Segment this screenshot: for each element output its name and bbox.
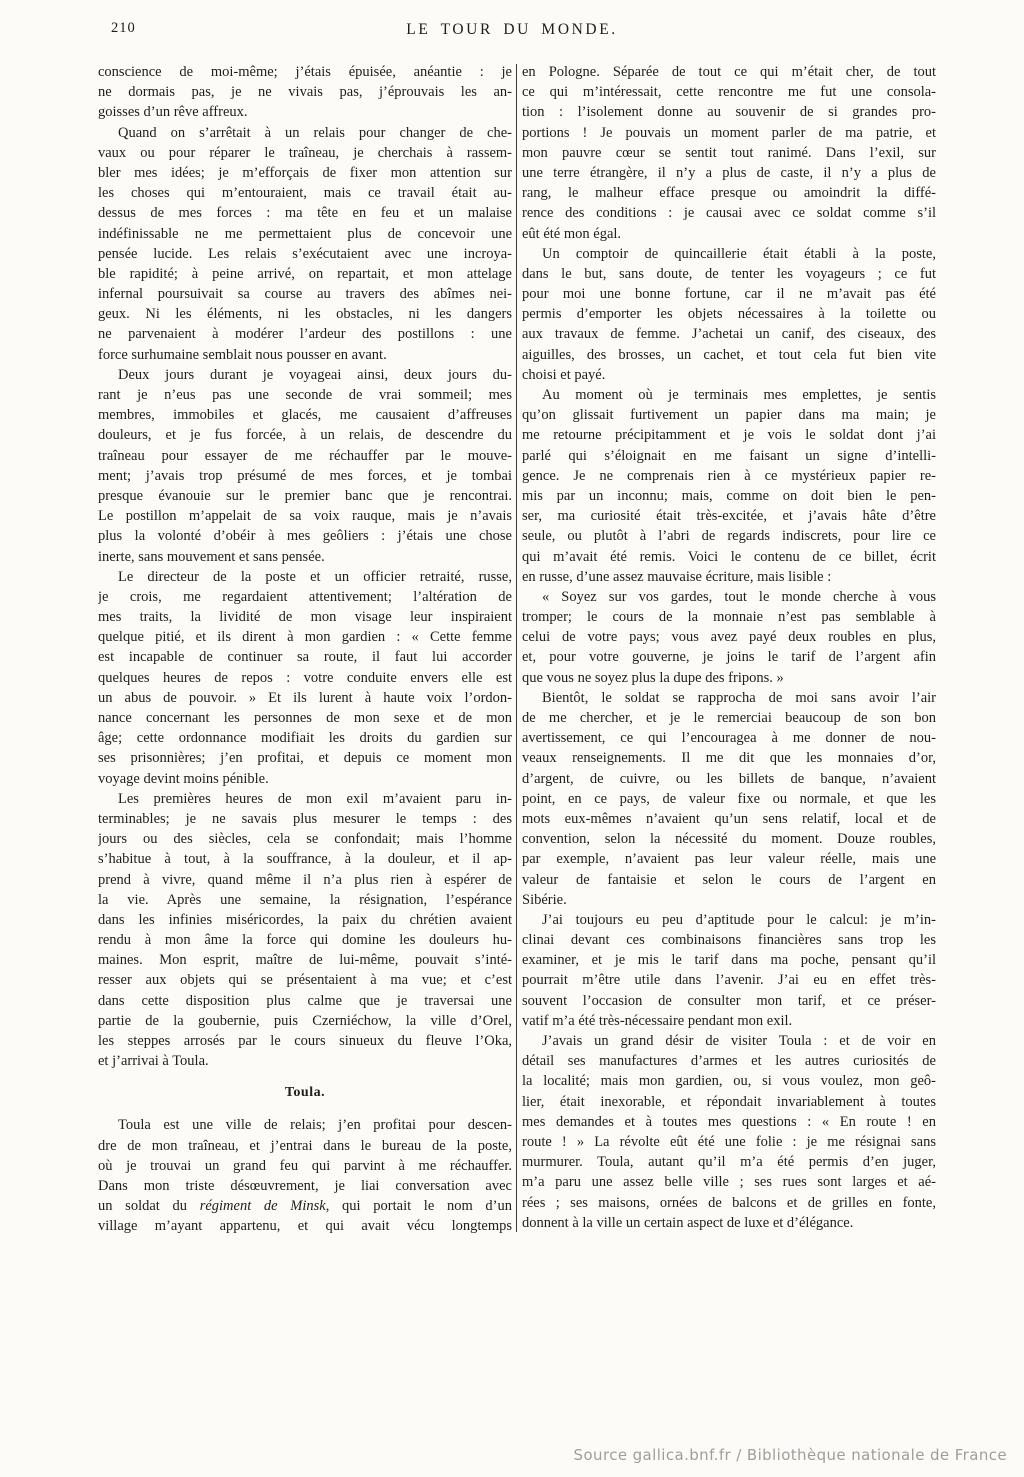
text-line: un abus de pouvoir. » Et ils lurent à haute voix l’ordon-: [98, 689, 512, 706]
text-line: veaux renseignements. Il me dit que les monnaies d’or,: [522, 750, 936, 767]
text-line: parlé qui s’éloignait en me faisant un signe d’intelli-: [522, 447, 936, 464]
text-line: mes demandes et à toutes mes questions : « En route ! en: [522, 1113, 936, 1130]
text-line: où je trouvai un grand feu qui parvint à me réchauffer.: [98, 1157, 512, 1174]
text-line: un soldat du régiment de Minsk, qui portait le nom d’un: [98, 1198, 512, 1215]
text-line: indéfinissable ne me permettaient plus de concevoir une: [98, 225, 512, 242]
text-line: les steppes arrosés par le cours sinueux du fleuve l’Oka,: [98, 1033, 512, 1049]
text-line: force surhumaine semblait nous pousser en avant.: [98, 346, 387, 363]
text-line: vaux ou pour réparer le traîneau, je cherchais à rassem-: [98, 144, 512, 161]
text-line: infernal poursuivait sa course au travers des abîmes nei-: [98, 286, 512, 303]
text-line: aux travaux de femme. J’achetai un canif, des ciseaux, des: [522, 326, 936, 343]
text-line: convention, selon la nécessité du moment. Douze roubles,: [522, 831, 936, 848]
text-line: J’ai toujours eu peu d’aptitude pour le calcul: je m’in-: [542, 911, 936, 928]
text-line: conscience de moi-même; j’étais épuisée, anéantie : je: [98, 64, 512, 80]
section-heading: Toula.: [284, 1085, 326, 1101]
text-line: en Pologne. Séparée de tout ce qui m’était cher, de tout: [522, 64, 936, 80]
text-line: voyage devint moins pénible.: [98, 770, 269, 787]
text-line: quelque pitié, et ils dirent à mon gardien : « Cette femme: [98, 629, 512, 646]
text-line: village m’ayant appartenu, et qui avait vécu longtemps: [98, 1218, 512, 1235]
text-line: dans les infinies miséricordes, la paix du chrétien avaient: [98, 911, 512, 928]
text-line: Dans mon triste désœuvrement, je liai conversation avec: [98, 1177, 512, 1194]
text-line: Sibérie.: [522, 891, 567, 908]
text-line: « Soyez sur vos gardes, tout le monde cherche à vous: [542, 588, 936, 605]
text-line: s’habitue à tout, à la souffrance, à la douleur, et il ap-: [98, 851, 512, 868]
text-line: Le postillon m’appelait de sa voix rauque, mais je n’avais: [98, 508, 512, 525]
text-line: mis par un inconnu; mais, comme on doit bien le pen-: [522, 487, 936, 504]
text-line: mes traits, la lividité de mon visage leur inspiraient: [98, 609, 512, 626]
text-line: la vie. Après une semaine, la résignation, l’espérance: [98, 891, 512, 908]
text-line: et j’arrivai à Toula.: [98, 1053, 209, 1070]
text-line: murmurer. Toula, autant qu’il m’a été permis d’en juger,: [522, 1154, 936, 1171]
text-line: resser aux objets qui se présentaient à ma vue; et c’est: [98, 972, 512, 989]
text-line: tromper; le cours de la monnaie n’est pas semblable à: [522, 609, 936, 626]
text-line: vatif m’a été très-nécessaire pendant mon exil.: [522, 1012, 793, 1029]
text-line: et, pour votre gouverne, je joins le tarif de l’argent afin: [522, 649, 936, 666]
text-line: clinai devant ces combinaisons financières sans trop les: [522, 932, 936, 949]
text-line: ne dormais pas, je ne vivais pas, j’éprouvais les an-: [98, 84, 512, 101]
text-line: inerte, sans mouvement et sans pensée.: [98, 548, 325, 565]
text-line: âge; cette ordonnance modifiait les droits du gardien sur: [98, 730, 512, 747]
text-line: donnent à la ville un certain aspect de luxe et d’élégance.: [522, 1214, 854, 1231]
text-line: Bientôt, le soldat se rapprocha de moi sans avoir l’air: [542, 689, 936, 706]
text-line: geux. Ni les éléments, ni les obstacles, ni les dangers: [98, 306, 512, 323]
text-line: rées ; ses maisons, ornées de balcons et de grilles en fonte,: [522, 1194, 936, 1211]
text-line: la localité; mais mon gardien, ou, si vous voulez, mon geô-: [522, 1073, 936, 1090]
text-line: prend à vivre, quand même il n’a plus rien à espérer de: [98, 871, 512, 888]
text-line: mon pauvre cœur se sentit tout ranimé. Dans l’exil, sur: [522, 144, 936, 161]
text-line: ment; j’avais trop présumé de mes forces, et je tombai: [98, 467, 512, 484]
text-line: m’a paru une assez belle ville ; ses rues sont larges et aé-: [522, 1174, 936, 1191]
text-line: choisi et payé.: [522, 366, 606, 383]
text-line: pensée lucide. Les relais s’exécutaient avec une incroya-: [98, 245, 512, 262]
text-line: qu’on glissait furtivement un papier dans ma main; je: [522, 407, 936, 424]
text-line: jours ou des siècles, cela se confondait; mais l’homme: [98, 831, 512, 848]
text-line: je crois, me regardaient attentivement; l’altération de: [98, 588, 512, 605]
left-column: [98, 62, 512, 1237]
source-attribution: Source gallica.bnf.fr / Bibliothèque nationale de France: [573, 1446, 1007, 1464]
text-line: souvent l’occasion de consulter mon tarif, et ce préser-: [522, 992, 936, 1009]
text-line: gence. Je ne comprenais rien à ce mystérieux papier re-: [522, 467, 936, 484]
text-line: J’avais un grand désir de visiter Toula : et de voir en: [542, 1033, 936, 1049]
text-line: dessus de mes forces : ma tête en feu et un malaise: [98, 205, 512, 222]
column-divider-rule: [516, 64, 517, 1232]
text-line: terminables; je ne savais plus mesurer le temps : des: [98, 810, 512, 827]
right-column: [522, 62, 936, 1233]
text-line: détail ses manufactures d’armes et les autres curiosités de: [522, 1053, 936, 1070]
text-line: partie de la goubernie, puis Czerniéchow, la ville d’Orel,: [98, 1012, 512, 1029]
text-line: lier, était inexorable, et répondait invariablement à toutes: [522, 1093, 936, 1110]
text-line: en russe, d’une assez mauvaise écriture, mais lisible :: [522, 568, 832, 585]
text-line: point, en ce pays, de valeur fixe ou normale, et que les: [522, 790, 936, 807]
text-line: par exemple, n’avaient pas leur valeur réelle, mais une: [522, 851, 936, 868]
text-line: Quand on s’arrêtait à un relais pour changer de che-: [118, 124, 512, 141]
italic-text: régiment de Minsk: [199, 1198, 326, 1215]
text-line: qui m’avait été remis. Voici le contenu de ce billet, écrit: [522, 548, 936, 565]
text-line: Toula est une ville de relais; j’en profitai pour descen-: [118, 1117, 512, 1134]
text-line: Un comptoir de quincaillerie était établi à la poste,: [542, 245, 936, 262]
text-line: celui de votre pays; vous avez payé deux roubles en plus,: [522, 629, 936, 646]
text-line: aiguilles, des brosses, un cachet, et tout cela fut bien vite: [522, 346, 936, 363]
text-line: dans le but, sans doute, de tenter les voyageurs ; ce fut: [522, 265, 936, 282]
text-line: ne parvenaient à modérer l’ardeur des postillons : une: [98, 326, 512, 343]
text-line: dre de mon traîneau, et j’entrai dans le bureau de la poste,: [98, 1137, 512, 1154]
journal-title: LE TOUR DU MONDE.: [406, 21, 618, 38]
text-line: eût été mon égal.: [522, 225, 622, 242]
text-line: Le directeur de la poste et un officier retraité, russe,: [118, 568, 512, 585]
text-line: tion : l’isolement donne au souvenir de si grandes pro-: [522, 104, 936, 121]
text-line: avertissement, ce qui l’encouragea à me donner de nou-: [522, 730, 936, 747]
page-number: 210: [111, 20, 136, 36]
text-line: maines. Mon esprit, maître de lui-même, pouvait s’inté-: [98, 952, 512, 969]
text-line: Deux jours durant je voyageai ainsi, deux jours du-: [118, 366, 512, 383]
text-line: quelques heures de repos : votre conduite envers elle est: [98, 669, 512, 686]
text-line: Les premières heures de mon exil m’avaient paru in-: [118, 790, 512, 807]
text-line: rang, le malheur efface presque ou amoindrit la diffé-: [522, 185, 936, 202]
text-line: Au moment où je terminais mes emplettes, je sentis: [542, 387, 936, 403]
text-line: que vous ne soyez plus la dupe des fripons. »: [522, 669, 784, 686]
text-line: mots eux-mêmes n’avaient qu’un sens relatif, local et de: [522, 810, 936, 827]
text-line: ble rapidité; à peine arrivé, on repartait, et mon attelage: [98, 265, 512, 282]
text-line: rendu à mon âme la force qui domine les douleurs hu-: [98, 932, 512, 949]
text-line: portions ! Je pouvais un moment parler de ma patrie, et: [522, 124, 936, 141]
text-line: rant je n’eus pas une seconde de vrai sommeil; mes: [98, 387, 512, 403]
text-line: d’argent, de cuivre, ou les billets de banque, n’avaient: [522, 770, 936, 787]
text-line: presque évanouie sur le premier banc que je rencontrai.: [98, 487, 512, 504]
text-line: rence des conditions : je causai avec ce soldat comme s’il: [522, 205, 936, 222]
text-line: nance concernant les personnes de mon sexe et de mon: [98, 710, 512, 726]
text-line: est incapable de continuer sa route, il faut lui accorder: [98, 649, 512, 666]
text-line: plus la volonté d’obéir à mes geôliers : j’étais une chose: [98, 528, 512, 545]
text-line: ce qui m’intéressait, cette rencontre me fut une consola-: [522, 84, 936, 101]
text-line: examiner, et je mis le tarif dans ma poche, pensant qu’il: [522, 952, 936, 969]
text-line: membres, immobiles et glacés, me causaient d’affreuses: [98, 407, 512, 424]
text-line: les choses qui m’entouraient, mais ce travail était au-: [98, 185, 512, 202]
text-line: de me chercher, et je le remerciai beaucoup de son bon: [522, 710, 936, 726]
text-line: goisses d’un rêve affreux.: [98, 104, 248, 121]
text-line: dans cette disposition plus calme que je traversai une: [98, 992, 512, 1009]
text-line: pour moi une bonne fortune, car il ne m’avait pas été: [522, 286, 936, 303]
text-line: valeur de fantaisie et selon le cours de l’argent en: [522, 871, 936, 888]
text-line: ses prisonnières; j’en profitai, et depuis ce moment mon: [98, 750, 512, 767]
text-line: seule, ou plutôt à l’abri de regards indiscrets, pour lire ce: [522, 528, 936, 545]
text-line: me retourne précipitamment et je vois le soldat dont j’ai: [522, 427, 936, 444]
text-line: douleurs, et je fus forcée, à un relais, de descendre du: [98, 427, 512, 444]
text-line: permis d’emporter les objets nécessaires à la toilette ou: [522, 306, 936, 323]
text-line: route ! » La révolte eût été une folie : je me résignai sans: [522, 1133, 936, 1150]
text-line: ser, ma curiosité était très-excitée, et j’avais hâte d’être: [522, 508, 936, 525]
text-line: une terre étrangère, il n’y a plus de caste, il n’y a plus de: [522, 164, 936, 181]
text-line: pourrait m’être utile dans l’avenir. J’ai eu en effet très-: [522, 972, 936, 989]
text-line: bler mes idées; je m’efforçais de fixer mon attention sur: [98, 164, 512, 181]
text-line: traîneau pour essayer de me réchauffer par le mouve-: [98, 447, 512, 464]
